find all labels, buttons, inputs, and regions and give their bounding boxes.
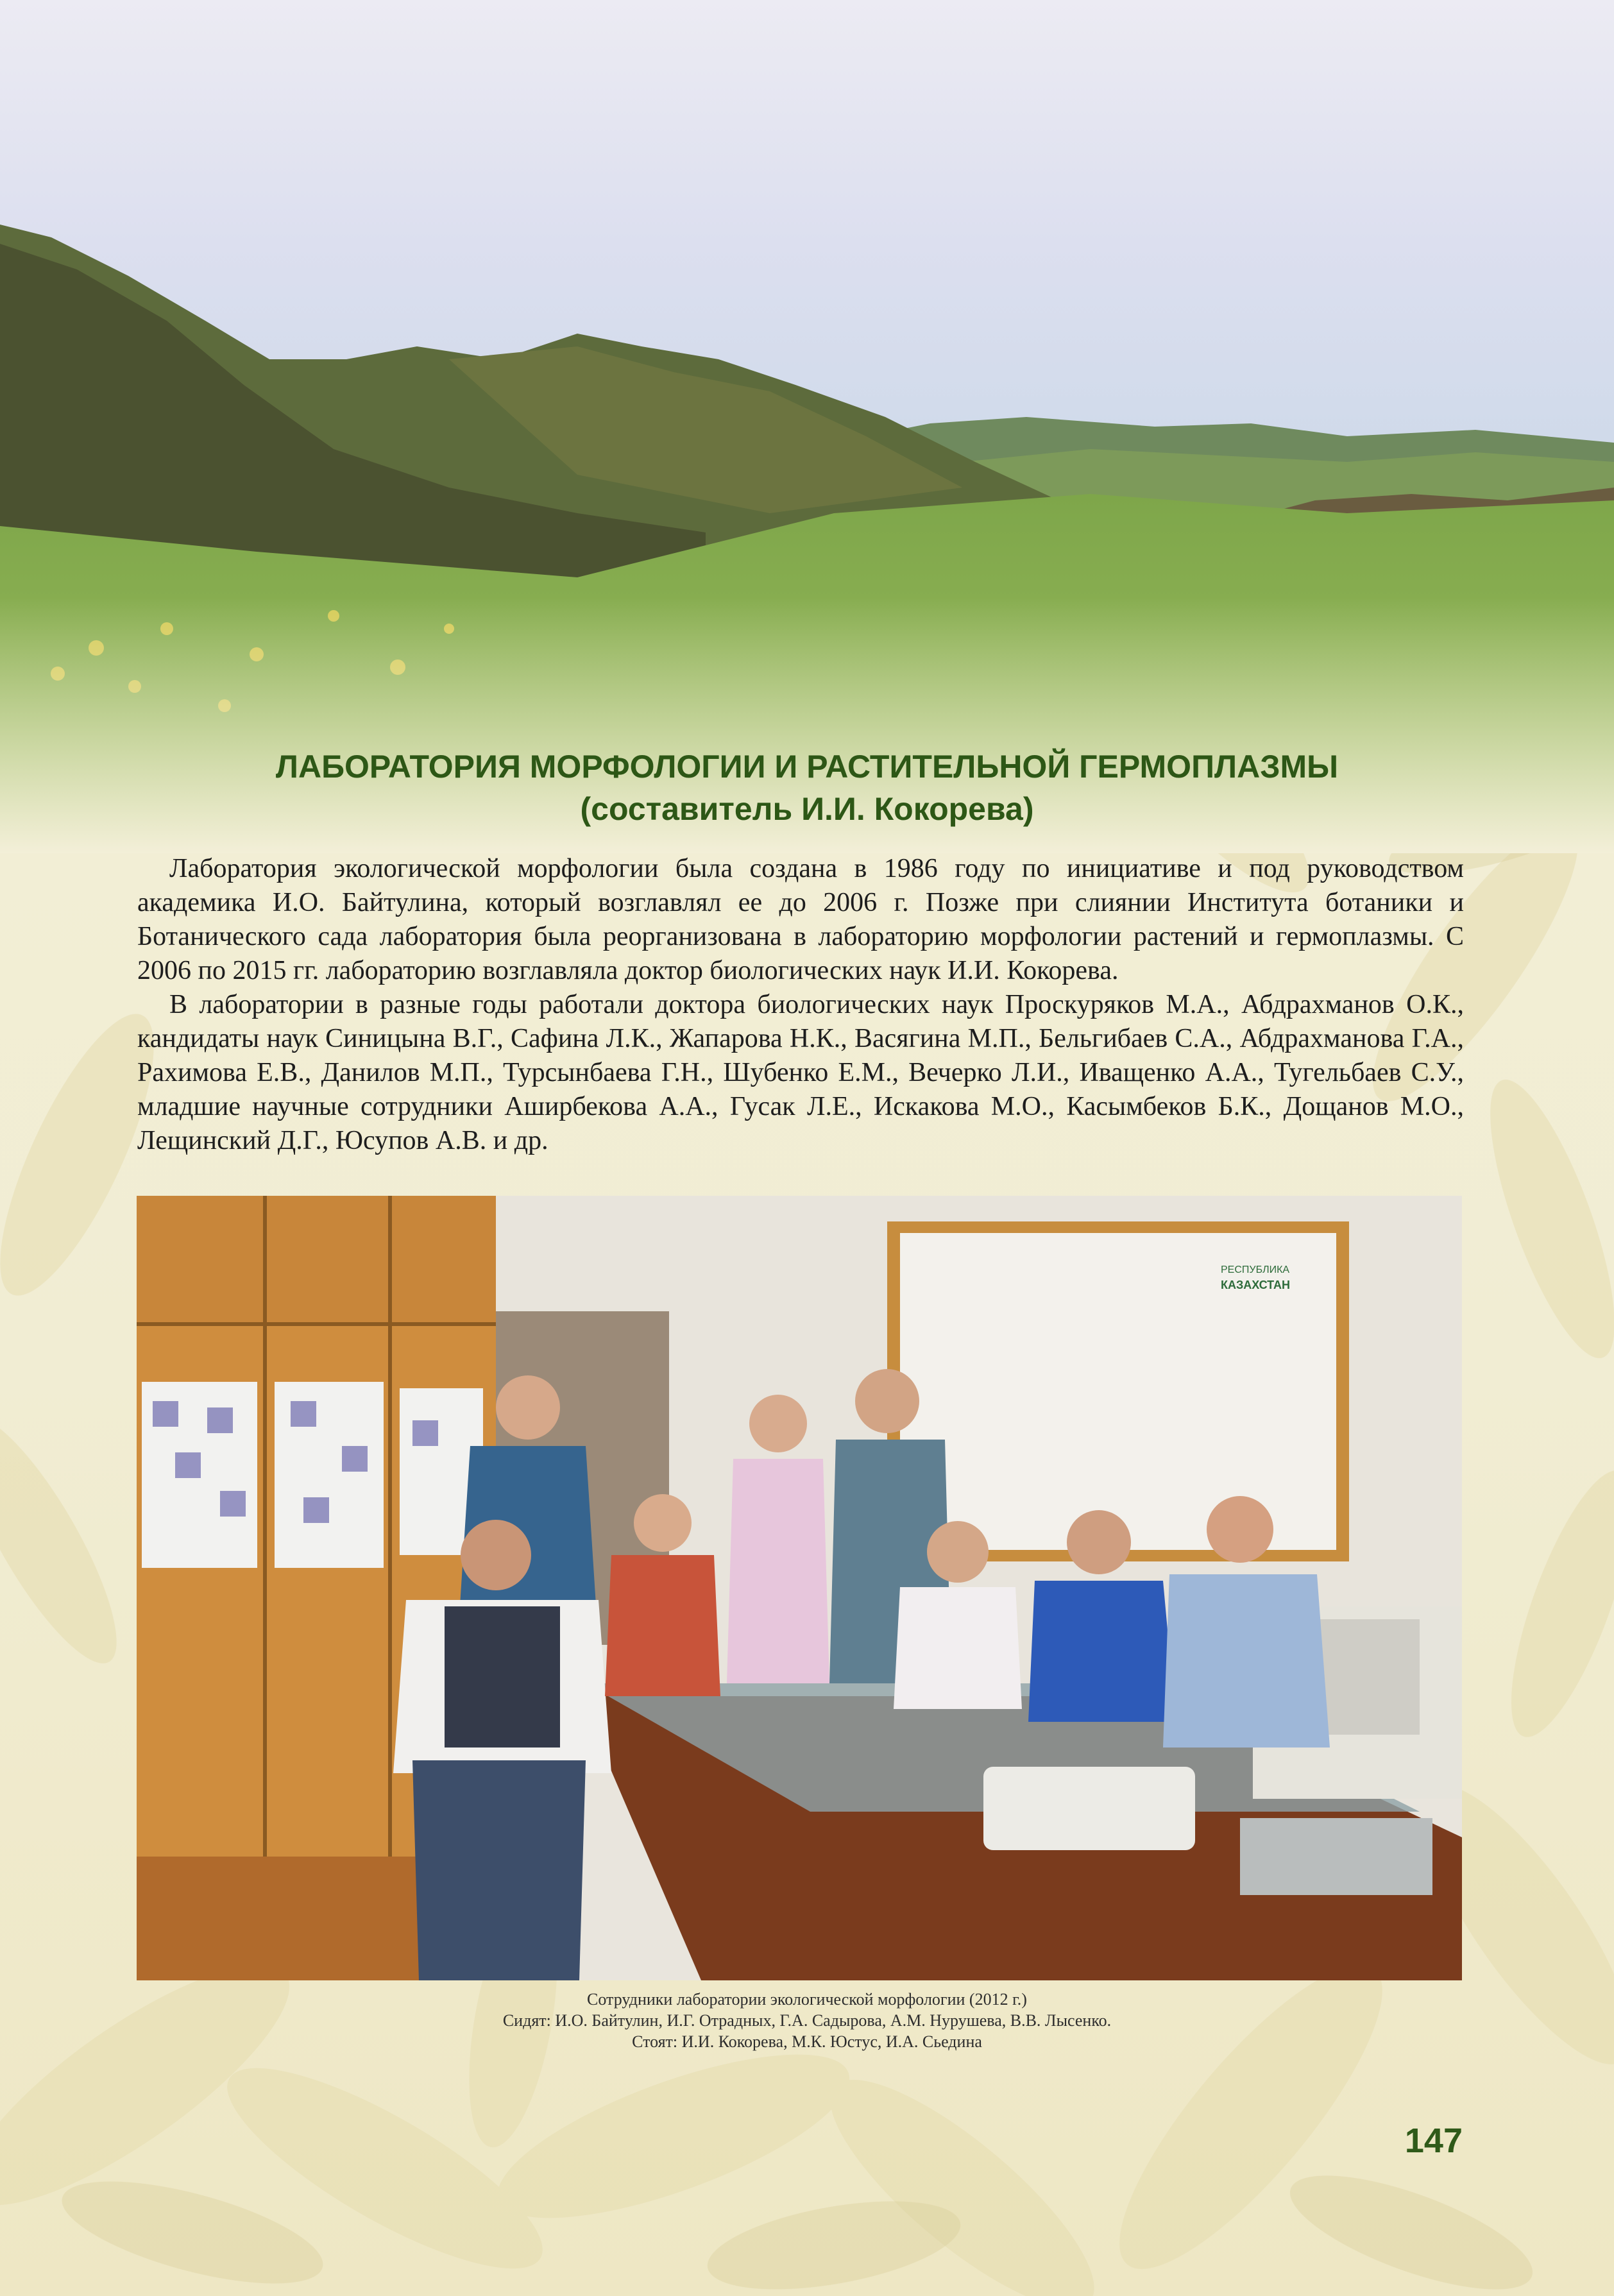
paragraph-history: Лаборатория экологической морфологии была создана в 1986 году по инициативе и под руководством академика И.О. Байтулина, который возглавлял ее до 2006 г. Позже при слиянии Института ботаники и Ботанического сада лаборатория была реорганизована в лабораторию морфологии растений и гермоплазмы. С 2006 по 2015 гг. лабораторию возглавляла доктор биологических наук И.И. Кокорева.: [137, 854, 1464, 985]
paragraph-staff: В лаборатории в разные годы работали доктора биологических наук Проскуряков М.А., Абдрахманов О.К., кандидаты наук Синицына В.Г., Сафина Л.К., Жапарова Н.К., Васягина М.П., Бельгибаев С.А., Абдрахманова Г.А., Рахимова Е.В., Данилов М.П., Турсынбаева Г.Н., Шубенко Е.М., Вечерко Л.И., Иващенко А.А., Тугельбаев С.У., младшие научные сотрудники Аширбекова А.А., Гусак Л.Е., Искакова М.О., Касымбеков Б.К., Дощанов М.О., Лещинский Д.Г., Юсупов А.В. и др.: [137, 990, 1464, 1155]
map-label-republic: РЕСПУБЛИКА: [1221, 1264, 1290, 1275]
page-subtitle: (составитель И.И. Кокорева): [580, 791, 1034, 827]
article-body: [137, 852, 1464, 1158]
group-photo: [137, 1196, 1462, 1980]
caption-standing: Стоят: И.И. Кокорева, М.К. Юстус, И.А. Сьедина: [632, 2032, 982, 2051]
caption-title: Сотрудники лаборатории экологической морфологии (2012 г.): [587, 1990, 1027, 2009]
photo-caption: [0, 1989, 1614, 2052]
page-title: ЛАБОРАТОРИЯ МОРФОЛОГИИ И РАСТИТЕЛЬНОЙ ГЕРМОПЛАЗМЫ: [275, 749, 1339, 785]
map-label-kazakhstan: КАЗАХСТАН: [1221, 1279, 1290, 1291]
steppe-landscape-image: [0, 0, 1614, 853]
page-number: 147: [1404, 2122, 1463, 2160]
section-heading: [0, 745, 1614, 830]
caption-seated: Сидят: И.О. Байтулин, И.Г. Отрадных, Г.А. Садырова, А.М. Нурушева, В.В. Лысенко.: [502, 2011, 1112, 2030]
